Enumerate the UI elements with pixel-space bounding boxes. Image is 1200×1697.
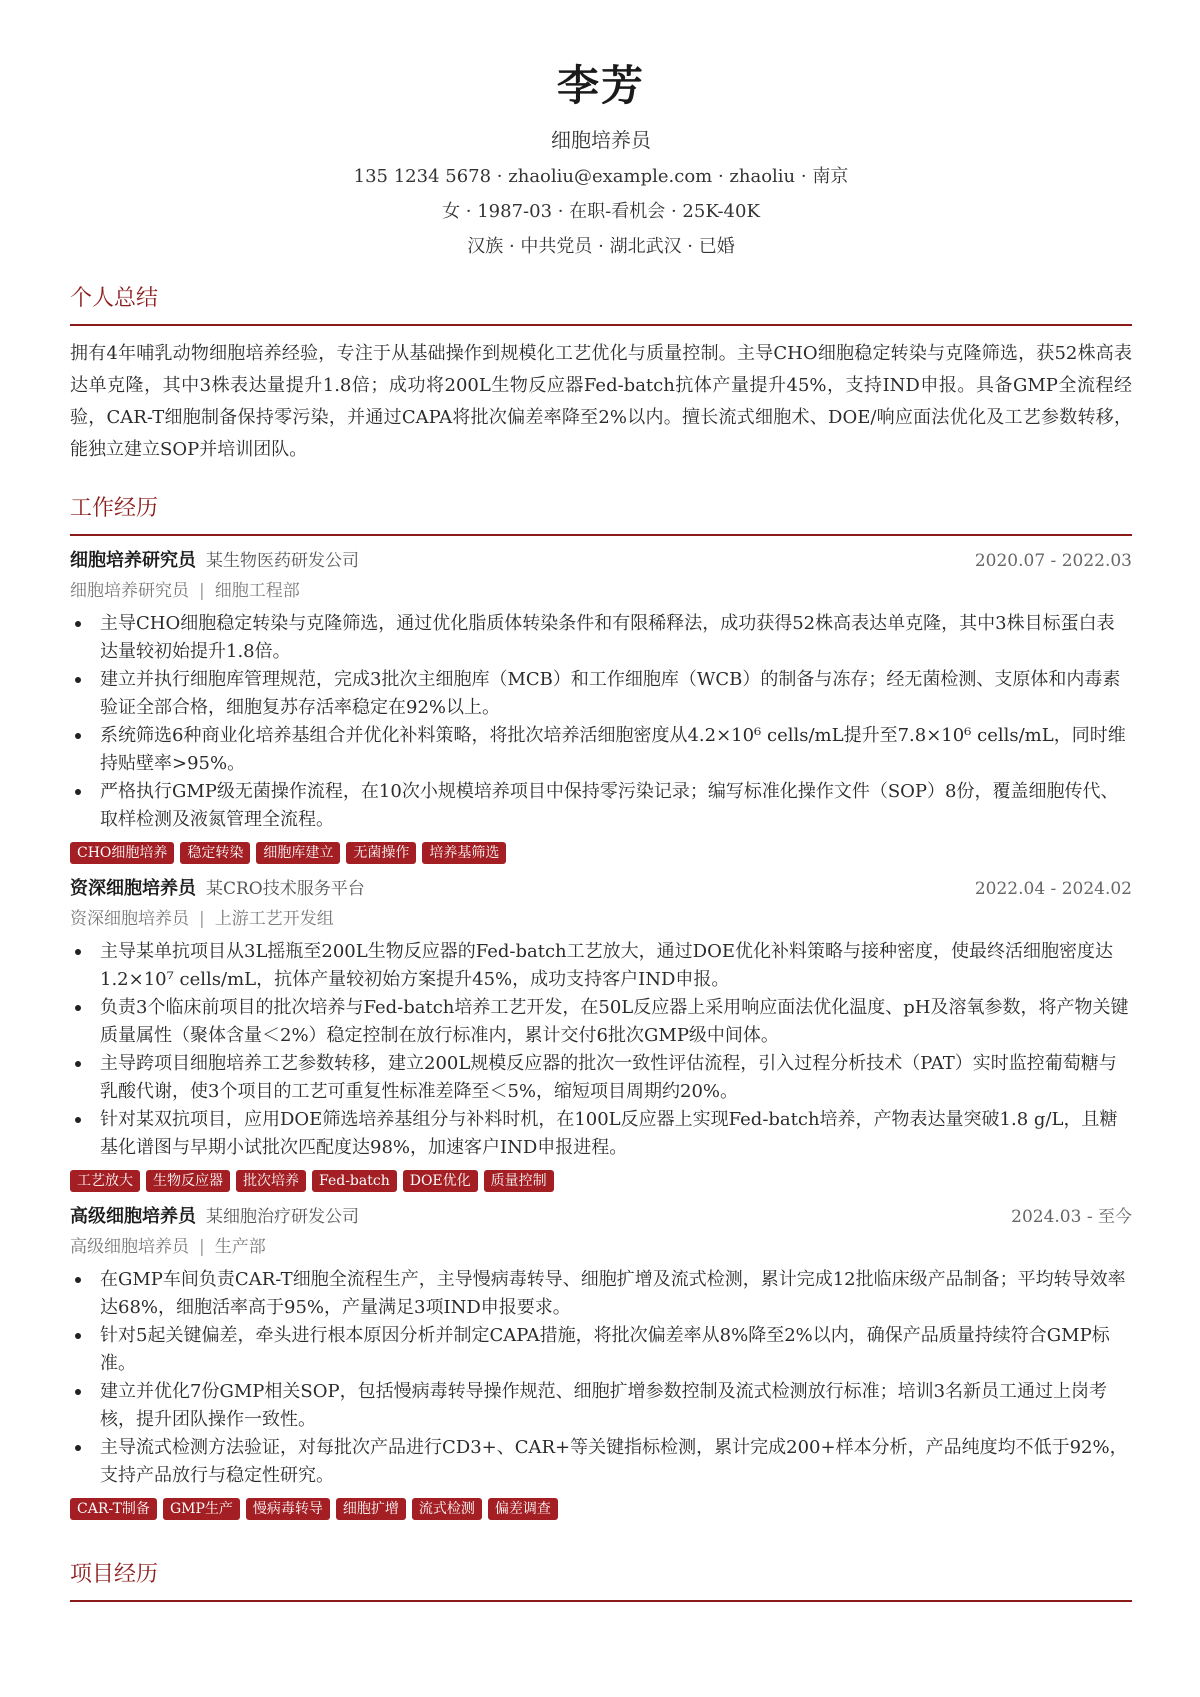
- achievement-item: 建立并优化7份GMP相关SOP，包括慢病毒转导操作规范、细胞扩增参数控制及流式检测放行标准；培训3名新员工通过上岗考核，提升团队操作一致性。: [70, 1378, 1132, 1434]
- skill-tag: 无菌操作: [346, 842, 416, 864]
- skill-tags: [70, 1170, 1132, 1192]
- job-date-range: 2024.03 - 至今: [1011, 1207, 1132, 1227]
- skill-tags: [70, 842, 1132, 864]
- job-achievements: [70, 610, 1132, 834]
- job-title: 细胞培养研究员: [70, 550, 196, 571]
- skill-tag: GMP生产: [163, 1498, 240, 1520]
- divider: |: [199, 581, 205, 601]
- skill-tags: [70, 1498, 1132, 1520]
- extra-info-line: 汉族 · 中共党员 · 湖北武汉 · 已婚: [467, 236, 735, 257]
- achievement-item: 主导跨项目细胞培养工艺参数转移，建立200L规模反应器的批次一致性评估流程，引入过程分析技术（PAT）实时监控葡萄糖与乳酸代谢，使3个项目的工艺可重复性标准差降至＜5%，缩短项目周期约20%。: [70, 1050, 1132, 1106]
- job-company: 某生物医药研发公司: [206, 551, 359, 571]
- job-entry: [70, 546, 1132, 864]
- divider: |: [199, 909, 205, 929]
- achievement-item: 主导流式检测方法验证，对每批次产品进行CD3+、CAR+等关键指标检测，累计完成200+样本分析，产品纯度均不低于92%，支持产品放行与稳定性研究。: [70, 1434, 1132, 1490]
- candidate-role: 细胞培养员: [551, 128, 651, 152]
- job-position: 细胞培养研究员: [70, 581, 189, 601]
- skill-tag: CHO细胞培养: [70, 842, 174, 864]
- job-position: 资深细胞培养员: [70, 909, 189, 929]
- job-subtitle: [70, 1232, 1132, 1262]
- basic-info-line: 女 · 1987-03 · 在职-看机会 · 25K-40K: [442, 201, 760, 222]
- job-entry: [70, 874, 1132, 1192]
- resume-page: [70, 0, 1132, 1602]
- skill-tag: 偏差调查: [488, 1498, 558, 1520]
- skill-tag: CAR-T制备: [70, 1498, 157, 1520]
- skill-tag: 批次培养: [236, 1170, 306, 1192]
- divider: |: [199, 1237, 205, 1257]
- skill-tag: DOE优化: [403, 1170, 478, 1192]
- job-title-group: [70, 546, 359, 576]
- skill-tag: 工艺放大: [70, 1170, 140, 1192]
- job-header: [70, 1202, 1132, 1232]
- job-company: 某细胞治疗研发公司: [206, 1207, 359, 1227]
- contact-line: 135 1234 5678 · zhaoliu@example.com · zhaoliu · 南京: [353, 166, 849, 187]
- job-title: 高级细胞培养员: [70, 1206, 196, 1227]
- job-subtitle: [70, 904, 1132, 934]
- skill-tag: Fed-batch: [312, 1170, 397, 1192]
- achievement-item: 严格执行GMP级无菌操作流程，在10次小规模培养项目中保持零污染记录；编写标准化操作文件（SOP）8份，覆盖细胞传代、取样检测及液氮管理全流程。: [70, 778, 1132, 834]
- achievement-item: 建立并执行细胞库管理规范，完成3批次主细胞库（MCB）和工作细胞库（WCB）的制备与冻存；经无菌检测、支原体和内毒素验证全部合格，细胞复苏存活率稳定在92%以上。: [70, 666, 1132, 722]
- work-experience-list: [70, 546, 1132, 1520]
- achievement-item: 针对5起关键偏差，牵头进行根本原因分析并制定CAPA措施，将批次偏差率从8%降至2%以内，确保产品质量持续符合GMP标准。: [70, 1322, 1132, 1378]
- skill-tag: 质量控制: [484, 1170, 554, 1192]
- achievement-item: 系统筛选6种商业化培养基组合并优化补料策略，将批次培养活细胞密度从4.2×10⁶ cells/mL提升至7.8×10⁶ cells/mL，同时维持贴壁率>95%。: [70, 722, 1132, 778]
- job-position: 高级细胞培养员: [70, 1237, 189, 1257]
- achievement-item: 在GMP车间负责CAR-T细胞全流程生产，主导慢病毒转导、细胞扩增及流式检测，累计完成12批临床级产品制备；平均转导效率达68%，细胞活率高于95%，产量满足3项IND申报要求。: [70, 1266, 1132, 1322]
- achievement-item: 针对某双抗项目，应用DOE筛选培养基组分与补料时机，在100L反应器上实现Fed-batch培养，产物表达量突破1.8 g/L，且糖基化谱图与早期小试批次匹配度达98%，加速客户IND申报进程。: [70, 1106, 1132, 1162]
- skill-tag: 流式检测: [412, 1498, 482, 1520]
- job-title-group: [70, 874, 365, 904]
- candidate-name: 李芳: [556, 61, 645, 110]
- skill-tag: 慢病毒转导: [246, 1498, 330, 1520]
- skill-tag: 培养基筛选: [422, 842, 506, 864]
- skill-tag: 稳定转染: [180, 842, 250, 864]
- job-department: 生产部: [214, 1237, 266, 1257]
- section-title-work: 工作经历: [70, 494, 1132, 536]
- job-department: 细胞工程部: [214, 581, 300, 601]
- job-entry: [70, 1202, 1132, 1520]
- job-title: 资深细胞培养员: [70, 878, 196, 899]
- achievement-item: 主导某单抗项目从3L摇瓶至200L生物反应器的Fed-batch工艺放大，通过DOE优化补料策略与接种密度，使最终活细胞密度达1.2×10⁷ cells/mL，抗体产量较初始方案提升45%，成功支持客户IND申报。: [70, 938, 1132, 994]
- job-header: [70, 546, 1132, 576]
- skill-tag: 细胞库建立: [256, 842, 340, 864]
- job-date-range: 2020.07 - 2022.03: [974, 551, 1132, 571]
- job-subtitle: [70, 576, 1132, 606]
- section-title-summary: 个人总结: [70, 284, 1132, 326]
- skill-tag: 细胞扩增: [336, 1498, 406, 1520]
- job-achievements: [70, 1266, 1132, 1490]
- job-date-range: 2022.04 - 2024.02: [974, 879, 1132, 899]
- skill-tag: 生物反应器: [146, 1170, 230, 1192]
- summary-text: 拥有4年哺乳动物细胞培养经验，专注于从基础操作到规模化工艺优化与质量控制。主导CHO细胞稳定转染与克隆筛选，获52株高表达单克隆，其中3株表达量提升1.8倍；成功将200L生物反应器Fed-batch抗体产量提升45%，支持IND申报。具备GMP全流程经验，CAR-T细胞制备保持零污染，并通过CAPA将批次偏差率降至2%以内。擅长流式细胞术、DOE/响应面法优化及工艺参数转移，能独立建立SOP并培训团队。: [70, 343, 1132, 460]
- achievement-item: 负责3个临床前项目的批次培养与Fed-batch培养工艺开发，在50L反应器上采用响应面法优化温度、pH及溶氧参数，将产物关键质量属性（聚体含量＜2%）稳定控制在放行标准内，累计交付6批次GMP级中间体。: [70, 994, 1132, 1050]
- section-title-projects: 项目经历: [70, 1560, 1132, 1602]
- resume-header: [70, 58, 1132, 260]
- achievement-item: 主导CHO细胞稳定转染与克隆筛选，通过优化脂质体转染条件和有限稀释法，成功获得52株高表达单克隆，其中3株目标蛋白表达量较初始提升1.8倍。: [70, 610, 1132, 666]
- job-title-group: [70, 1202, 359, 1232]
- job-company: 某CRO技术服务平台: [206, 879, 365, 899]
- job-department: 上游工艺开发组: [214, 909, 334, 929]
- job-achievements: [70, 938, 1132, 1162]
- job-header: [70, 874, 1132, 904]
